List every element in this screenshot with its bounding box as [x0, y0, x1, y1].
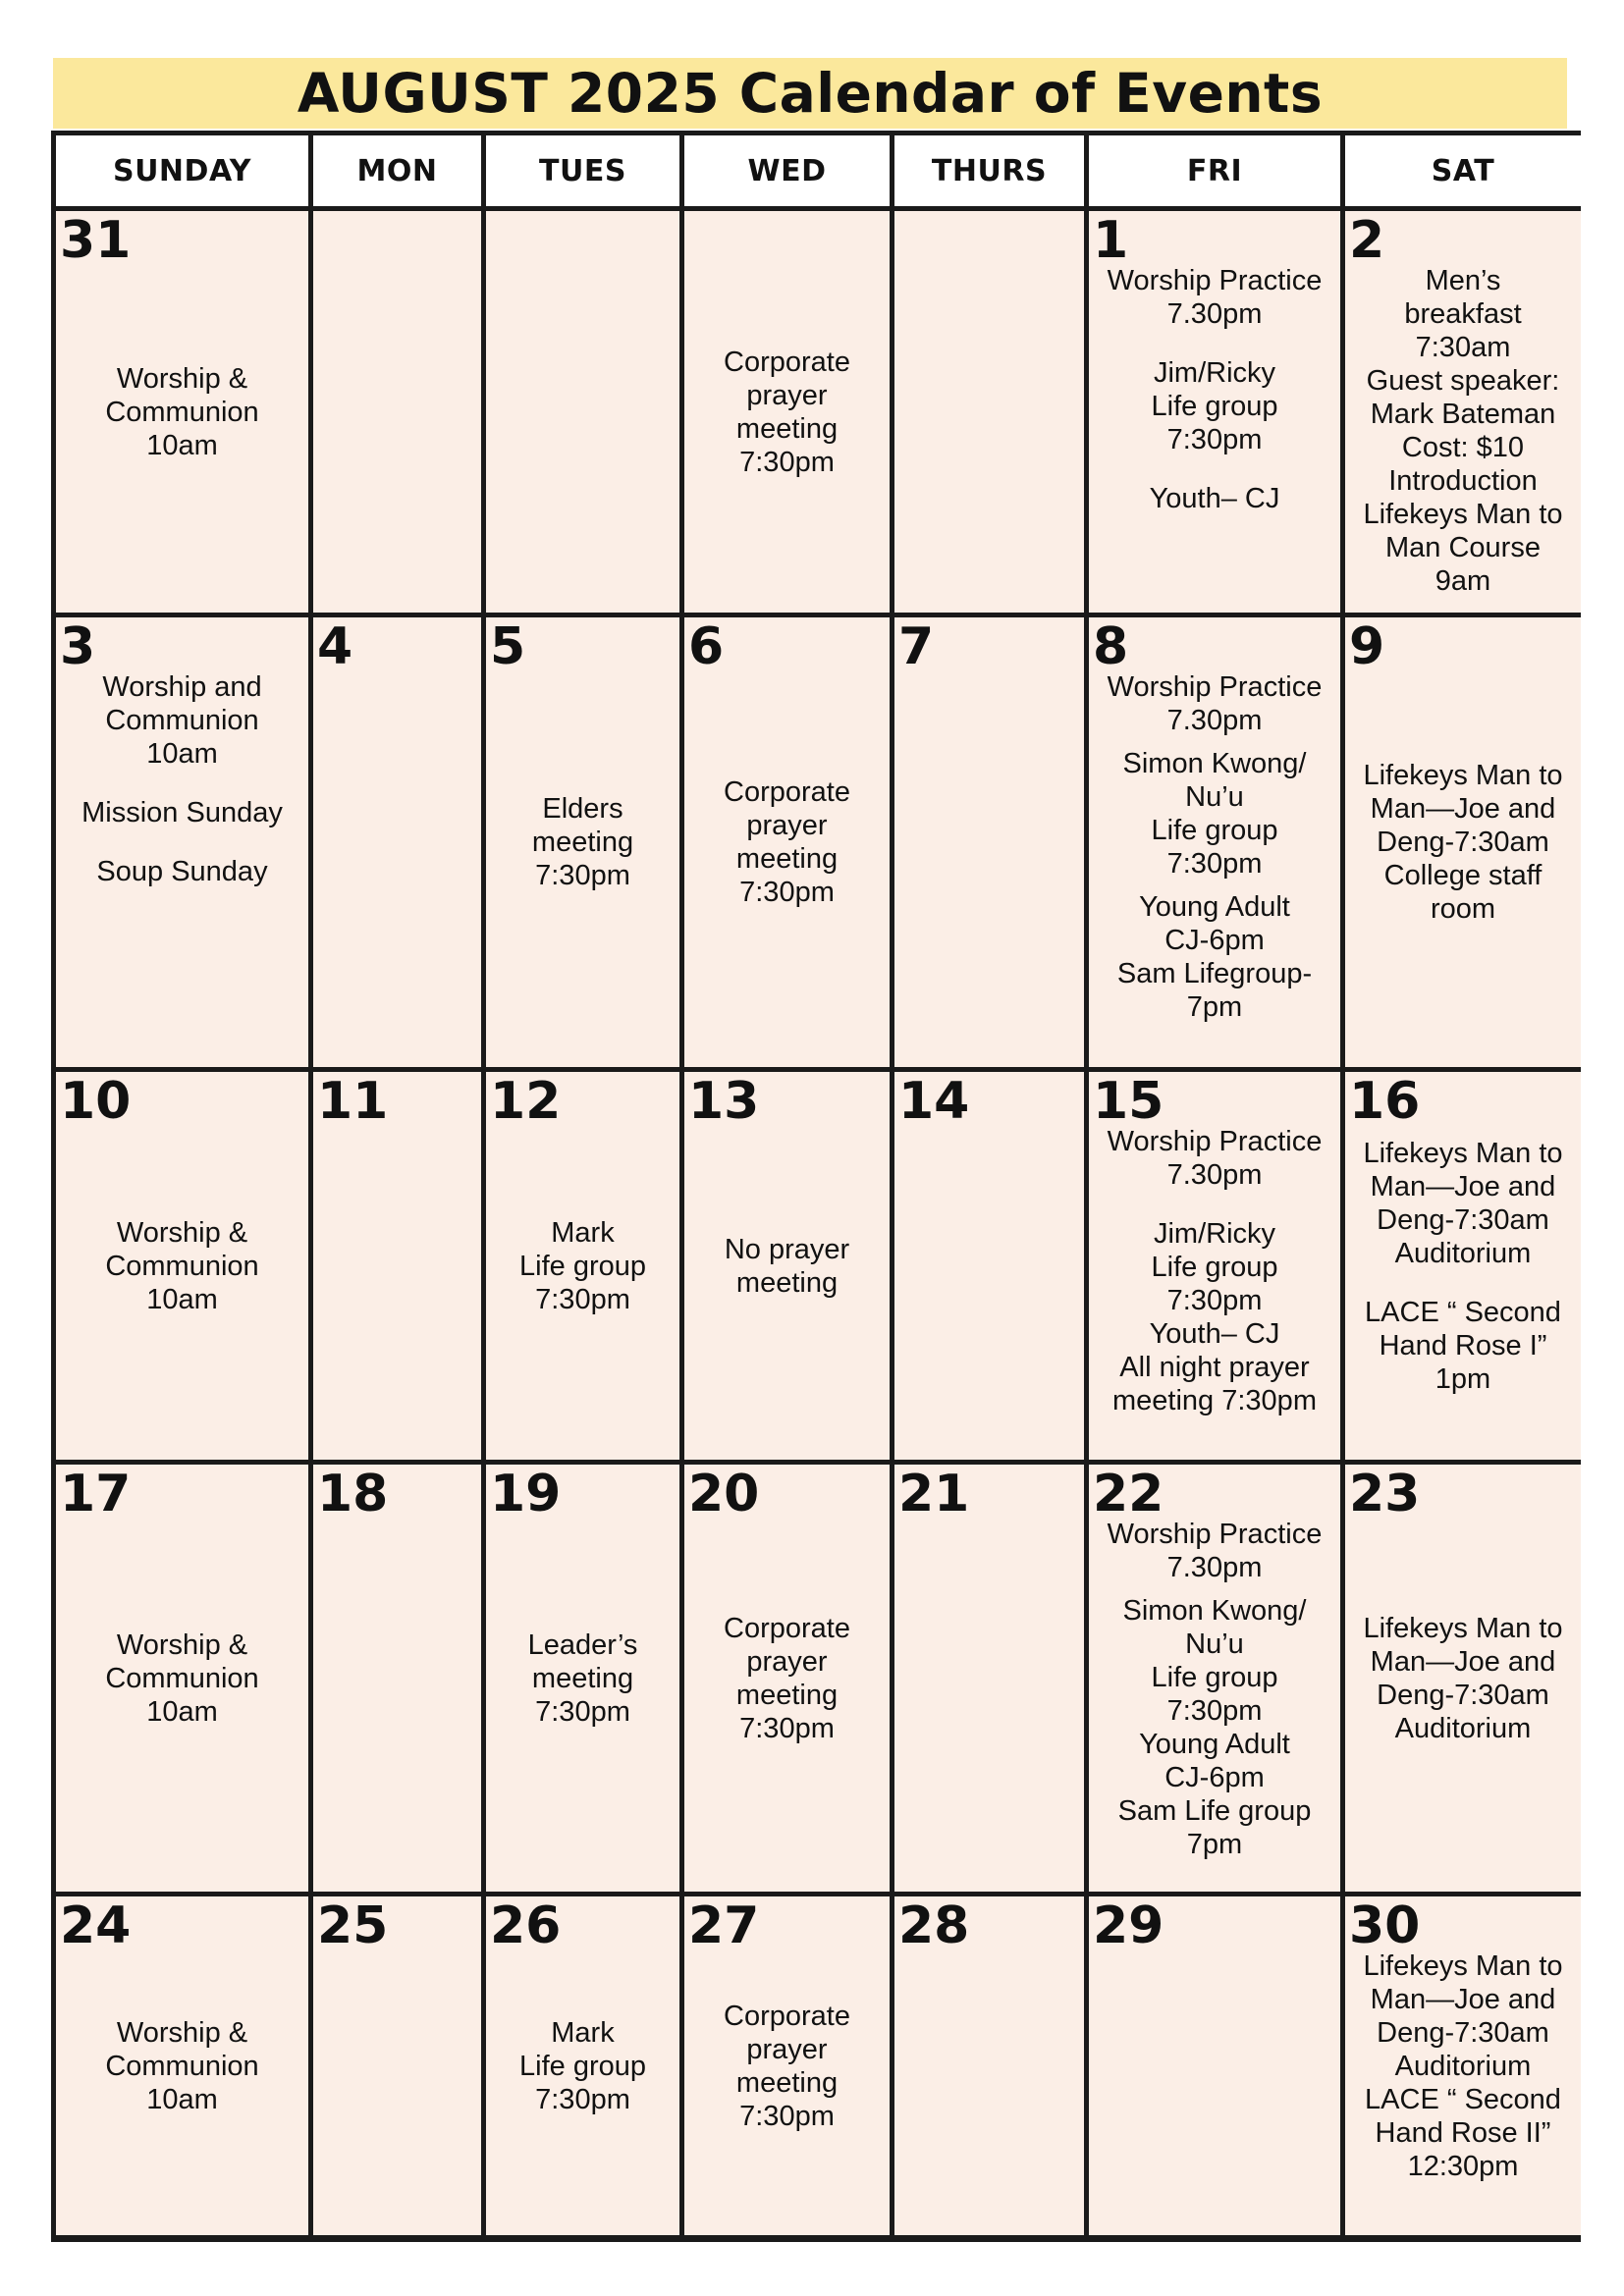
event-text: Simon Kwong/ Nu’u Life group 7:30pm: [1122, 748, 1307, 880]
event-list: [105, 2016, 258, 2116]
header-thurs: THURS: [894, 135, 1084, 206]
header-mon: MON: [313, 135, 481, 206]
event-text: Corporate prayer meeting 7:30pm: [724, 2000, 850, 2132]
day-cell: [1345, 211, 1581, 613]
event-text: Mission Sunday: [81, 797, 283, 828]
day-number: 3: [60, 617, 96, 676]
event-list: [1108, 264, 1323, 515]
event-text: Lifekeys Man to Man—Joe and Deng-7:30am Auditorium: [1363, 1612, 1563, 1744]
event-text: Corporate prayer meeting 7:30pm: [724, 346, 850, 478]
event-list: [724, 1612, 850, 1745]
event-list: [1363, 1612, 1562, 1745]
day-cell: [313, 1896, 481, 2235]
event-text: Youth– CJ: [1149, 483, 1280, 514]
day-number: 13: [688, 1072, 760, 1131]
event-list: [1108, 1125, 1323, 1417]
day-number: 19: [490, 1465, 562, 1523]
day-number: 21: [898, 1465, 970, 1523]
day-cell: [56, 617, 308, 1067]
day-cell: [486, 211, 679, 613]
event-list: [105, 1629, 258, 1729]
event-list: [81, 670, 283, 888]
day-number: 4: [317, 617, 353, 676]
page-title: AUGUST 2025 Calendar of Events: [297, 62, 1324, 125]
event-text: Men’s breakfast 7:30am Guest speaker: Mark Bateman Cost: $10 Introduction Lifekeys Man to Man Course 9am: [1363, 265, 1563, 597]
event-text: Mark Life group 7:30pm: [519, 1216, 646, 1315]
event-text: Lifekeys Man to Man—Joe and Deng-7:30am Auditorium: [1363, 1137, 1563, 1269]
day-cell: [684, 1896, 890, 2235]
day-cell: [56, 1896, 308, 2235]
event-text: Leader’s meeting 7:30pm: [527, 1629, 638, 1728]
day-cell: [313, 1465, 481, 1892]
day-number: 20: [688, 1465, 760, 1523]
day-number: 17: [60, 1465, 132, 1523]
event-text: Worship Practice 7.30pm: [1107, 1126, 1323, 1191]
title-banner: [53, 58, 1567, 129]
event-text: Worship & Communion 10am: [105, 1216, 259, 1315]
calendar-grid: [51, 131, 1581, 2242]
day-cell: [894, 1072, 1084, 1460]
day-number: 2: [1349, 211, 1385, 270]
day-cell: [486, 1896, 679, 2235]
header-tues: TUES: [486, 135, 679, 206]
day-cell: [1345, 1465, 1581, 1892]
event-text: Worship & Communion 10am: [105, 1629, 259, 1728]
event-list: [1363, 759, 1562, 926]
event-text: Soup Sunday: [96, 856, 268, 887]
day-number: 9: [1349, 617, 1385, 676]
day-number: 15: [1093, 1072, 1164, 1131]
event-text: LACE “ Second Hand Rose I” 1pm: [1365, 1296, 1561, 1395]
day-cell: [1345, 1072, 1581, 1460]
day-cell: [684, 1465, 890, 1892]
event-text: Worship Practice 7.30pm: [1107, 265, 1323, 330]
event-list: [1108, 670, 1323, 1024]
day-cell: [56, 211, 308, 613]
day-cell: [486, 1072, 679, 1460]
day-cell: [684, 617, 890, 1067]
event-text: Lifekeys Man to Man—Joe and Deng-7:30am College staff room: [1363, 760, 1563, 925]
event-list: [1363, 264, 1562, 598]
event-text: Corporate prayer meeting 7:30pm: [724, 776, 850, 908]
day-cell: [684, 1072, 890, 1460]
day-cell: [1089, 211, 1340, 613]
day-cell: [56, 1072, 308, 1460]
day-number: 6: [688, 617, 725, 676]
day-number: 22: [1093, 1465, 1164, 1523]
event-text: Worship Practice 7.30pm: [1107, 1519, 1323, 1583]
day-cell: [894, 1465, 1084, 1892]
event-text: Elders meeting 7:30pm: [531, 793, 634, 891]
event-text: No prayer meeting: [724, 1233, 850, 1299]
event-text: Jim/Ricky Life group 7:30pm Youth– CJ All night prayer meeting 7:30pm: [1112, 1218, 1317, 1416]
day-number: 29: [1093, 1896, 1164, 1955]
event-list: [1363, 1949, 1562, 2183]
day-cell: [1089, 1465, 1340, 1892]
day-cell: [313, 1072, 481, 1460]
event-text: Jim/Ricky Life group 7:30pm: [1151, 357, 1278, 455]
event-list: [1108, 1518, 1323, 1861]
day-cell: [684, 211, 890, 613]
event-list: [519, 2016, 646, 2116]
day-number: 28: [898, 1896, 970, 1955]
day-cell: [313, 617, 481, 1067]
day-cell: [1089, 617, 1340, 1067]
day-number: 31: [60, 211, 132, 270]
day-cell: [56, 1465, 308, 1892]
event-list: [1363, 1137, 1562, 1396]
day-number: 24: [60, 1896, 132, 1955]
day-cell: [486, 617, 679, 1067]
day-number: 7: [898, 617, 935, 676]
day-number: 12: [490, 1072, 562, 1131]
day-cell: [1089, 1072, 1340, 1460]
event-list: [105, 362, 258, 462]
day-number: 5: [490, 617, 526, 676]
day-number: 8: [1093, 617, 1129, 676]
day-cell: [894, 1896, 1084, 2235]
day-cell: [1089, 1896, 1340, 2235]
day-cell: [486, 1465, 679, 1892]
day-number: 11: [317, 1072, 389, 1131]
event-text: Worship Practice 7.30pm: [1107, 671, 1323, 736]
day-cell: [313, 211, 481, 613]
day-number: 30: [1349, 1896, 1421, 1955]
day-number: 27: [688, 1896, 760, 1955]
event-list: [105, 1216, 258, 1316]
day-number: 18: [317, 1465, 389, 1523]
event-list: [528, 1629, 638, 1729]
day-number: 23: [1349, 1465, 1421, 1523]
event-list: [532, 792, 633, 892]
header-fri: FRI: [1089, 135, 1340, 206]
day-number: 26: [490, 1896, 562, 1955]
event-list: [724, 346, 850, 479]
event-text: Worship and Communion 10am: [102, 671, 262, 770]
day-number: 14: [898, 1072, 970, 1131]
day-cell: [1345, 617, 1581, 1067]
event-text: Worship & Communion 10am: [105, 2016, 259, 2115]
event-list: [519, 1216, 646, 1316]
event-list: [724, 2000, 850, 2133]
day-cell: [894, 617, 1084, 1067]
event-text: Young Adult CJ-6pm Sam Lifegroup- 7pm: [1116, 891, 1313, 1023]
event-list: [724, 775, 850, 909]
event-text: Lifekeys Man to Man—Joe and Deng-7:30am Auditorium LACE “ Second Hand Rose II” 12:30pm: [1363, 1949, 1563, 2182]
event-text: Mark Life group 7:30pm: [519, 2016, 646, 2115]
event-text: Corporate prayer meeting 7:30pm: [724, 1612, 850, 1744]
header-wed: WED: [684, 135, 890, 206]
day-cell: [894, 211, 1084, 613]
day-cell: [1345, 1896, 1581, 2235]
event-text: Simon Kwong/ Nu’u Life group 7:30pm Young Adult CJ-6pm Sam Life group 7pm: [1117, 1595, 1312, 1860]
day-number: 1: [1093, 211, 1129, 270]
event-text: Worship & Communion 10am: [105, 362, 259, 461]
day-number: 10: [60, 1072, 132, 1131]
day-number: 25: [317, 1896, 389, 1955]
header-sat: SAT: [1345, 135, 1581, 206]
day-number: 16: [1349, 1072, 1421, 1131]
event-list: [725, 1233, 849, 1300]
header-sunday: SUNDAY: [56, 135, 308, 206]
